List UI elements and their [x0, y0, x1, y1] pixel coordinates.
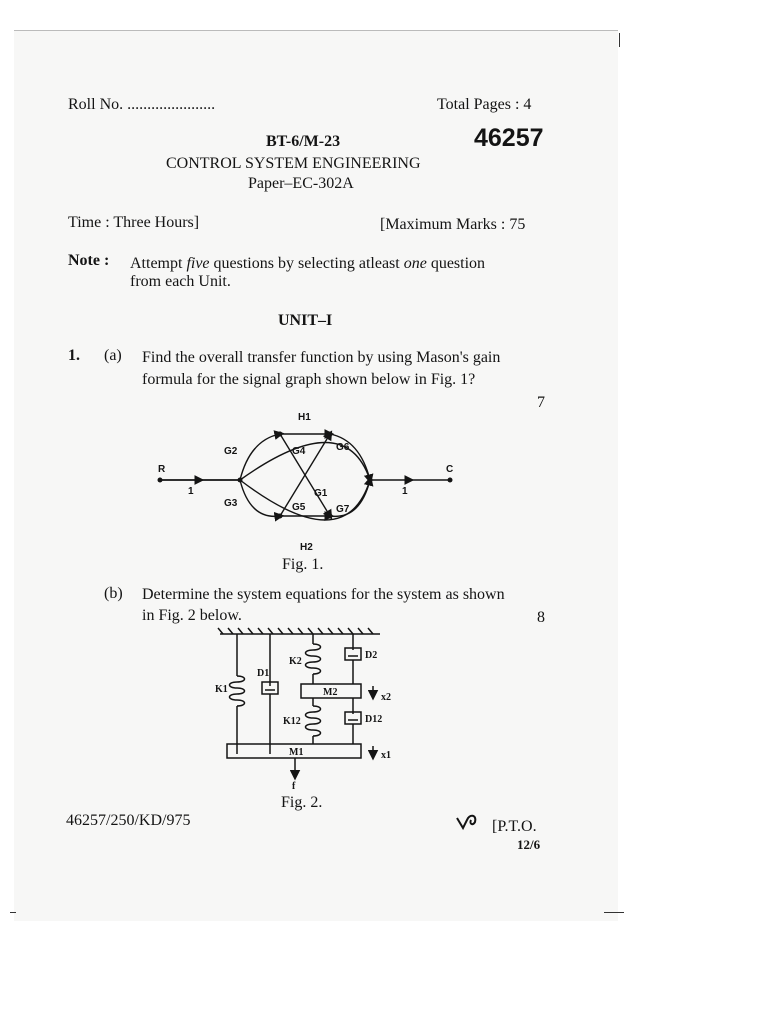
fig1-label-in-gain: 1 — [188, 486, 194, 497]
part-b-line-2: in Fig. 2 below. — [142, 607, 242, 624]
fig1-label-G7: G7 — [336, 504, 350, 515]
part-b-marks: 8 — [537, 609, 545, 626]
footer-code: 46257/250/KD/975 — [66, 812, 191, 829]
part-b-label: (b) — [104, 585, 123, 602]
fig2-label-x1: x1 — [381, 750, 391, 761]
fig2-label-f: f — [292, 781, 296, 792]
fig1-label-H1: H1 — [298, 412, 311, 423]
part-a-label: (a) — [104, 347, 122, 364]
fig2-label-D2: D2 — [365, 650, 378, 661]
maximum-marks: [Maximum Marks : 75 — [380, 216, 526, 233]
total-pages: Total Pages : 4 — [437, 96, 532, 113]
fig1-caption: Fig. 1. — [282, 556, 324, 573]
note-text — [130, 255, 485, 273]
paper-id: Paper–EC-302A — [248, 175, 354, 192]
note-text-2: questions by selecting atleast — [209, 255, 404, 272]
note-emph-five: five — [186, 255, 210, 272]
note-text-3: question — [426, 255, 486, 272]
fig1-label-G4: G4 — [292, 446, 306, 457]
fig1-label-G3: G3 — [224, 498, 238, 509]
note-text-1: Attempt — [130, 255, 187, 272]
scan-corner-mark-left — [10, 912, 16, 913]
fig1-label-C: C — [446, 464, 454, 475]
fig1-signal-flow-graph — [150, 410, 470, 565]
fig1-label-out-gain: 1 — [402, 486, 408, 497]
fig2-label-x2: x2 — [381, 692, 391, 703]
fig2-label-K2: K2 — [289, 656, 302, 667]
note-emph-one: one — [403, 255, 427, 272]
fig1-label-G6: G6 — [336, 442, 350, 453]
fig1-label-G1: G1 — [314, 488, 328, 499]
scan-corner-mark-top — [619, 33, 620, 47]
subject-title: CONTROL SYSTEM ENGINEERING — [166, 155, 421, 172]
part-b-line-1: Determine the system equations for the system as shown — [142, 586, 505, 603]
question-number: 1. — [68, 347, 80, 364]
fig1-label-H2: H2 — [300, 542, 313, 553]
fig2-caption: Fig. 2. — [281, 794, 323, 811]
fig2-label-D1: D1 — [257, 668, 270, 679]
fig1-label-G5: G5 — [292, 502, 306, 513]
fig2-label-K12: K12 — [283, 716, 301, 727]
fig2-label-D12: D12 — [365, 714, 383, 725]
fig2-label-M1: M1 — [289, 747, 304, 758]
part-a-marks: 7 — [537, 394, 545, 411]
footer-pto: [P.T.O. — [492, 818, 537, 835]
note-label: Note : — [68, 252, 110, 269]
paper-number: 46257 — [474, 124, 544, 152]
part-a-line-2: formula for the signal graph shown below in Fig. 1? — [142, 371, 476, 388]
scan-corner-mark-bottom — [604, 912, 624, 913]
exam-time: Time : Three Hours] — [68, 214, 200, 231]
roll-number: Roll No. ...................... — [68, 96, 216, 113]
fig2-label-K1: K1 — [215, 684, 228, 695]
fig2-label-M2: M2 — [323, 687, 338, 698]
fig2-mechanical-system — [205, 626, 415, 796]
paper-code: BT-6/M-23 — [266, 133, 341, 150]
handwritten-mark — [455, 810, 485, 832]
part-a-line-1: Find the overall transfer function by using Mason's gain — [142, 349, 501, 366]
footer-page-ref: 12/6 — [517, 837, 541, 852]
note-line-2: from each Unit. — [130, 273, 231, 290]
fig1-label-R: R — [158, 464, 166, 475]
unit-heading: UNIT–I — [278, 312, 333, 329]
fig1-label-G2: G2 — [224, 446, 238, 457]
